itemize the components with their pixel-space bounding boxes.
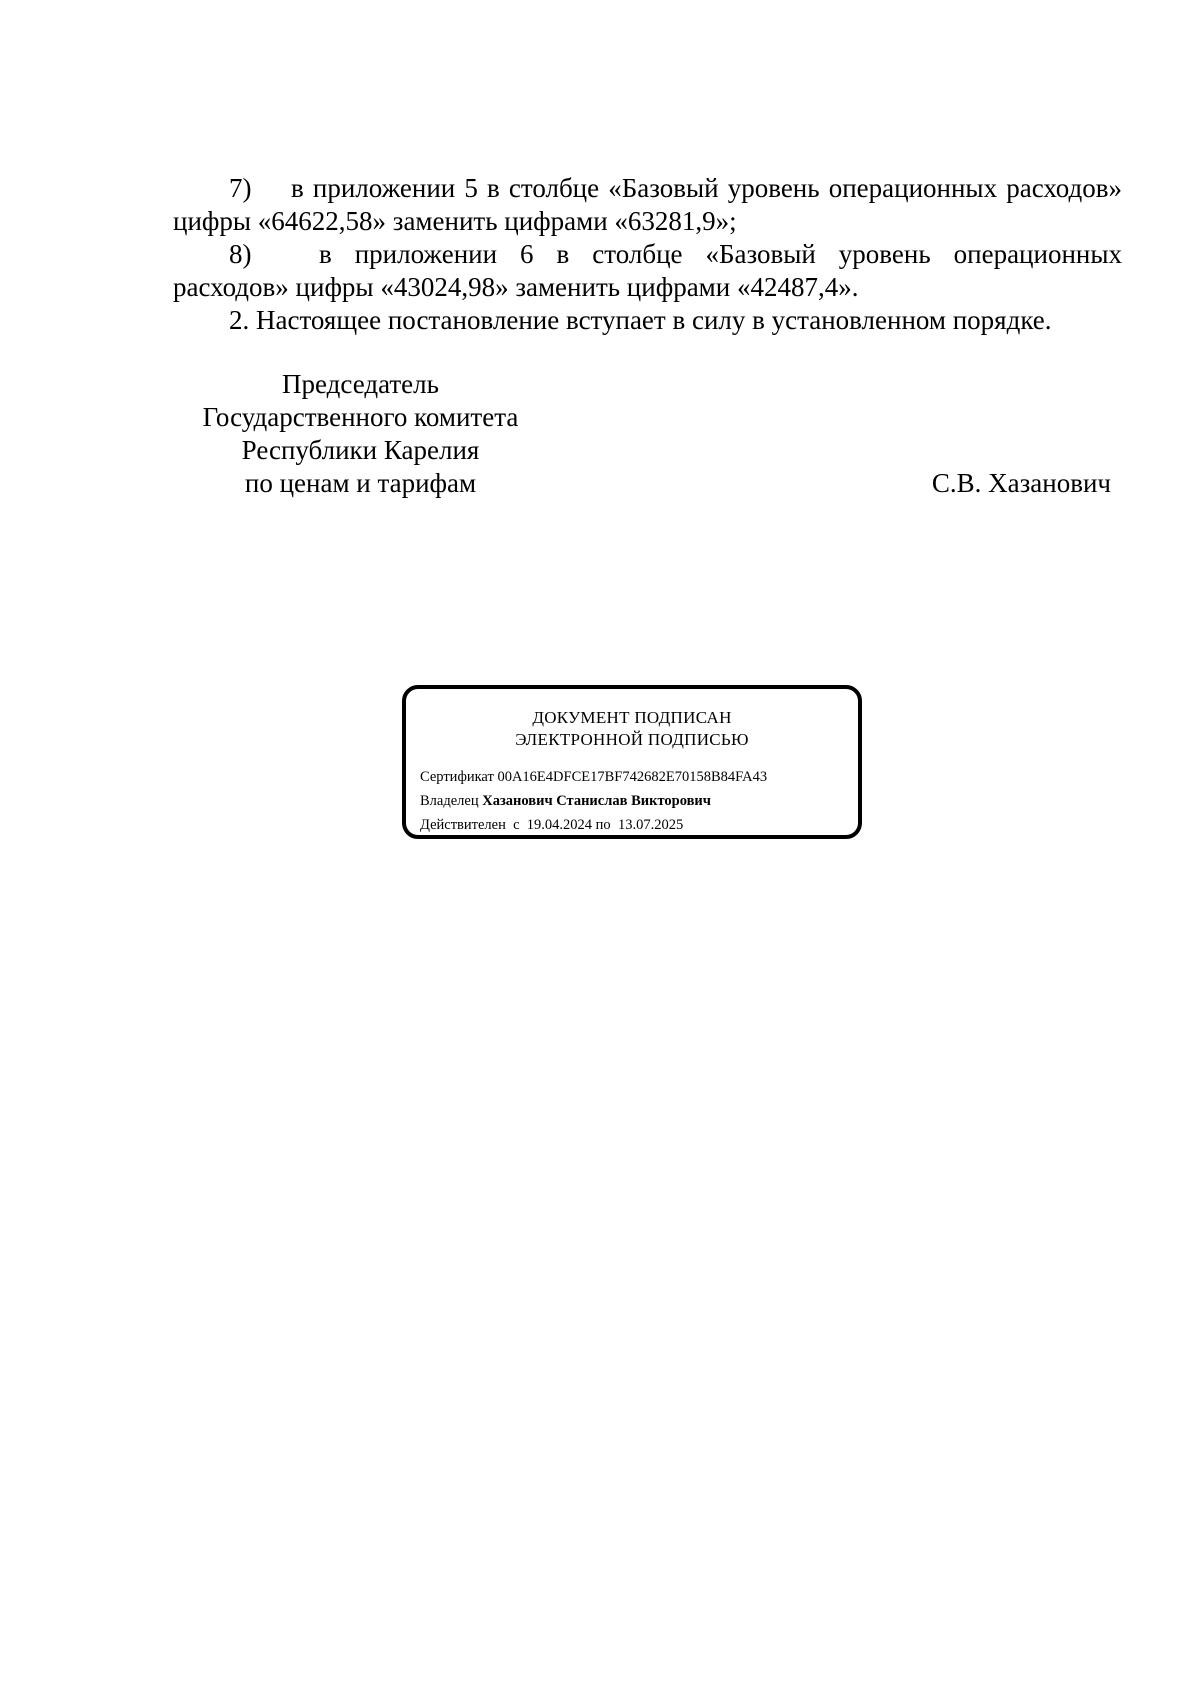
- owner-value: Хазанович Станислав Викторович: [482, 793, 711, 809]
- validity-from: 19.04.2024: [526, 817, 593, 833]
- stamp-heading: [406, 707, 858, 751]
- item-7-text: в приложении 5 в столбце «Базовый уровень операционных расходов» цифры «64622,58» заменить цифрами «63281,9»;: [173, 173, 1122, 236]
- signer-position-line: Председатель: [282, 369, 439, 399]
- owner-label: Владелец: [420, 793, 479, 809]
- certificate-label: Сертификат: [420, 769, 494, 785]
- signer-position-line: Государственного комитета: [202, 402, 519, 432]
- validity-row: [420, 813, 767, 837]
- document-body: [173, 172, 1122, 337]
- validity-to-label: по: [595, 817, 611, 833]
- electronic-signature-stamp: [402, 685, 862, 839]
- signer-position-line: по ценам и тарифам: [244, 468, 477, 498]
- signer-position-line: Республики Карелия: [241, 435, 480, 465]
- item-8-paragraph: [173, 238, 1122, 304]
- item-8-text: в приложении 6 в столбце «Базовый уровень операционных расходов» цифры «43024,98» заменить цифрами «42487,4».: [173, 239, 1122, 302]
- stamp-heading-line: ДОКУМЕНТ ПОДПИСАН: [532, 708, 732, 727]
- item-7-number: 7): [229, 173, 252, 203]
- signer-name: С.В. Хазанович: [931, 468, 1111, 498]
- certificate-row: [420, 765, 767, 789]
- item-7-paragraph: [173, 172, 1122, 238]
- stamp-heading-line: ЭЛЕКТРОННОЙ ПОДПИСЬЮ: [515, 730, 749, 749]
- item-8-number: 8): [229, 239, 252, 269]
- stamp-details: [420, 765, 767, 837]
- certificate-value: 00A16E4DFCE17BF742682E70158B84FA43: [497, 769, 768, 785]
- owner-row: [420, 789, 767, 813]
- validity-from-label: с: [513, 817, 520, 833]
- validity-to: 13.07.2025: [617, 817, 684, 833]
- validity-label: Действителен: [420, 817, 506, 833]
- final-clause: 2. Настоящее постановление вступает в силу в установленном порядке.: [229, 305, 1052, 335]
- signer-position: [173, 368, 548, 500]
